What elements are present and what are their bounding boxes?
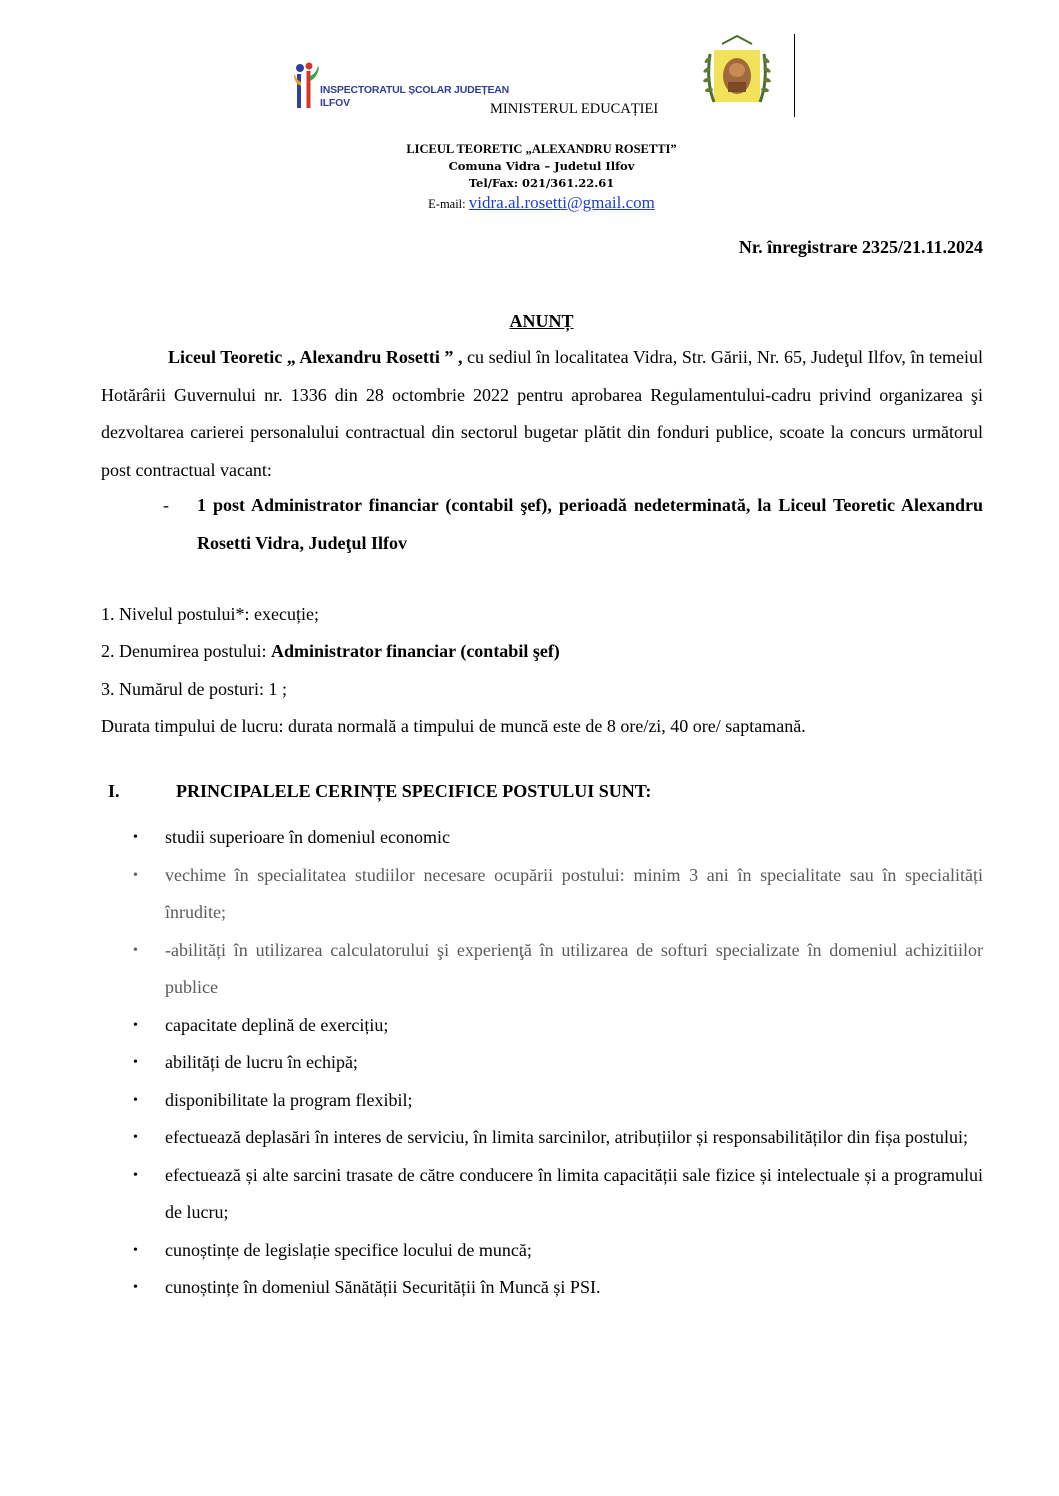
school-address: Comuna Vidra – Judetul Ilfov bbox=[448, 159, 635, 173]
section-title bbox=[108, 781, 651, 802]
intro-paragraph bbox=[101, 339, 983, 489]
inspectorate-logo bbox=[294, 62, 510, 112]
inspectorate-county: ILFOV bbox=[320, 97, 350, 109]
intro-text: cu sediul în localitatea Vidra, Str. Gării, Nr. 65, Judeţul Ilfov, în temeiul Hotărârii Guvernului nr. 1336 din 28 octombrie 2022 pentru aprobarea Regulamentului-cadru privind organizarea şi dezvoltarea carierei personalului contractual din sectorul bugetar plătit din fonduri publice, scoate la concurs următorul post contractual vacant: bbox=[101, 347, 984, 480]
email-label: E-mail: bbox=[428, 197, 466, 211]
header-divider bbox=[794, 34, 795, 117]
school-email-line bbox=[0, 193, 1059, 213]
requirement-item bbox=[133, 1119, 983, 1157]
requirements-list bbox=[133, 819, 983, 1307]
post-name-value: Administrator financiar (contabil şef) bbox=[270, 641, 560, 661]
bullet-icon: • bbox=[133, 1055, 138, 1070]
section-heading: PRINCIPALELE CERINȚE SPECIFICE POSTULUI SUNT: bbox=[176, 781, 652, 801]
registration-number: Nr. înregistrare 2325/21.11.2024 bbox=[738, 237, 983, 257]
requirement-text: studii superioare în domeniul economic bbox=[165, 827, 450, 847]
requirement-item bbox=[133, 1157, 983, 1232]
bullet-icon: • bbox=[133, 867, 138, 883]
bullet-icon: • bbox=[133, 1242, 138, 1258]
bullet-icon: • bbox=[133, 1092, 138, 1108]
post-item bbox=[163, 487, 983, 562]
inspectorate-name: INSPECTORATUL ȘCOLAR JUDEȚEAN bbox=[320, 84, 510, 96]
requirement-text: vechime în specialitatea studiilor necesare ocupării postului: minim 3 ani în specialitate sau în specialități înrudite; bbox=[165, 864, 983, 922]
school-crest bbox=[702, 32, 772, 114]
requirement-item bbox=[133, 932, 983, 1007]
school-phone: Tel/Fax: 021/361.22.61 bbox=[468, 176, 615, 190]
inspectorate-emblem-icon bbox=[294, 62, 320, 112]
bullet-icon: • bbox=[133, 1017, 138, 1033]
post-name-label: 2. Denumirea postului: bbox=[101, 641, 271, 661]
requirement-item bbox=[133, 819, 983, 857]
work-duration: Durata timpului de lucru: durata normală a timpului de muncă este de 8 ore/zi, 40 ore/ saptamană. bbox=[101, 716, 806, 736]
bullet-icon: • bbox=[133, 1130, 138, 1145]
requirement-text: cunoștințe în domeniul Sănătății Securității în Muncă și PSI. bbox=[165, 1277, 601, 1297]
announcement-title: ANUNȚ bbox=[509, 311, 574, 331]
requirement-text: disponibilitate la program flexibil; bbox=[165, 1089, 413, 1110]
post-level: 1. Nivelul postului*: execuție; bbox=[101, 604, 319, 624]
intro-school-name: Liceul Teoretic „ Alexandru Rosetti ” , bbox=[168, 347, 463, 367]
bullet-icon: • bbox=[133, 830, 138, 845]
post-name bbox=[101, 633, 560, 671]
requirement-item bbox=[133, 1007, 983, 1045]
requirement-item bbox=[133, 1044, 983, 1082]
school-name: LICEUL TEORETIC „ALEXANDRU ROSETTI” bbox=[406, 142, 677, 156]
requirement-text: cunoștințe de legislație specifice locului de muncă; bbox=[165, 1239, 532, 1260]
section-number: I. bbox=[108, 781, 120, 801]
requirement-item bbox=[133, 857, 983, 932]
post-count: 3. Numărul de posturi: 1 ; bbox=[101, 679, 287, 699]
requirement-text: capacitate deplină de exercițiu; bbox=[165, 1014, 389, 1035]
dash-marker: - bbox=[163, 495, 169, 515]
post-description: 1 post Administrator financiar (contabil şef), perioadă nedeterminată, la Liceul Teoretic Alexandru Rosetti Vidra, Judeţul Ilfov bbox=[197, 495, 983, 553]
requirement-text: efectuează deplasări în interes de serviciu, în limita sarcinilor, atribuțiilor și responsabilităților din fișa postului; bbox=[165, 1127, 969, 1147]
email-link[interactable]: vidra.al.rosetti@gmail.com bbox=[468, 193, 655, 212]
ministry-name: MINISTERUL EDUCAȚIEI bbox=[490, 101, 659, 117]
requirement-text: efectuează și alte sarcini trasate de către conducere în limita capacității sale fizice și intelectuale și a programului de lucru; bbox=[165, 1164, 983, 1222]
bullet-icon: • bbox=[133, 1280, 138, 1295]
requirement-text: abilități de lucru în echipă; bbox=[165, 1052, 358, 1072]
bullet-icon: • bbox=[133, 942, 138, 958]
requirement-item bbox=[133, 1269, 983, 1307]
requirement-text: -abilități în utilizarea calculatorului şi experienţă în utilizarea de softuri specializate în domeniul achizitiilor publice bbox=[165, 939, 983, 997]
requirement-item bbox=[133, 1232, 983, 1270]
requirement-item bbox=[133, 1082, 983, 1120]
bullet-icon: • bbox=[133, 1167, 138, 1183]
laurel-crest-icon bbox=[702, 32, 772, 114]
